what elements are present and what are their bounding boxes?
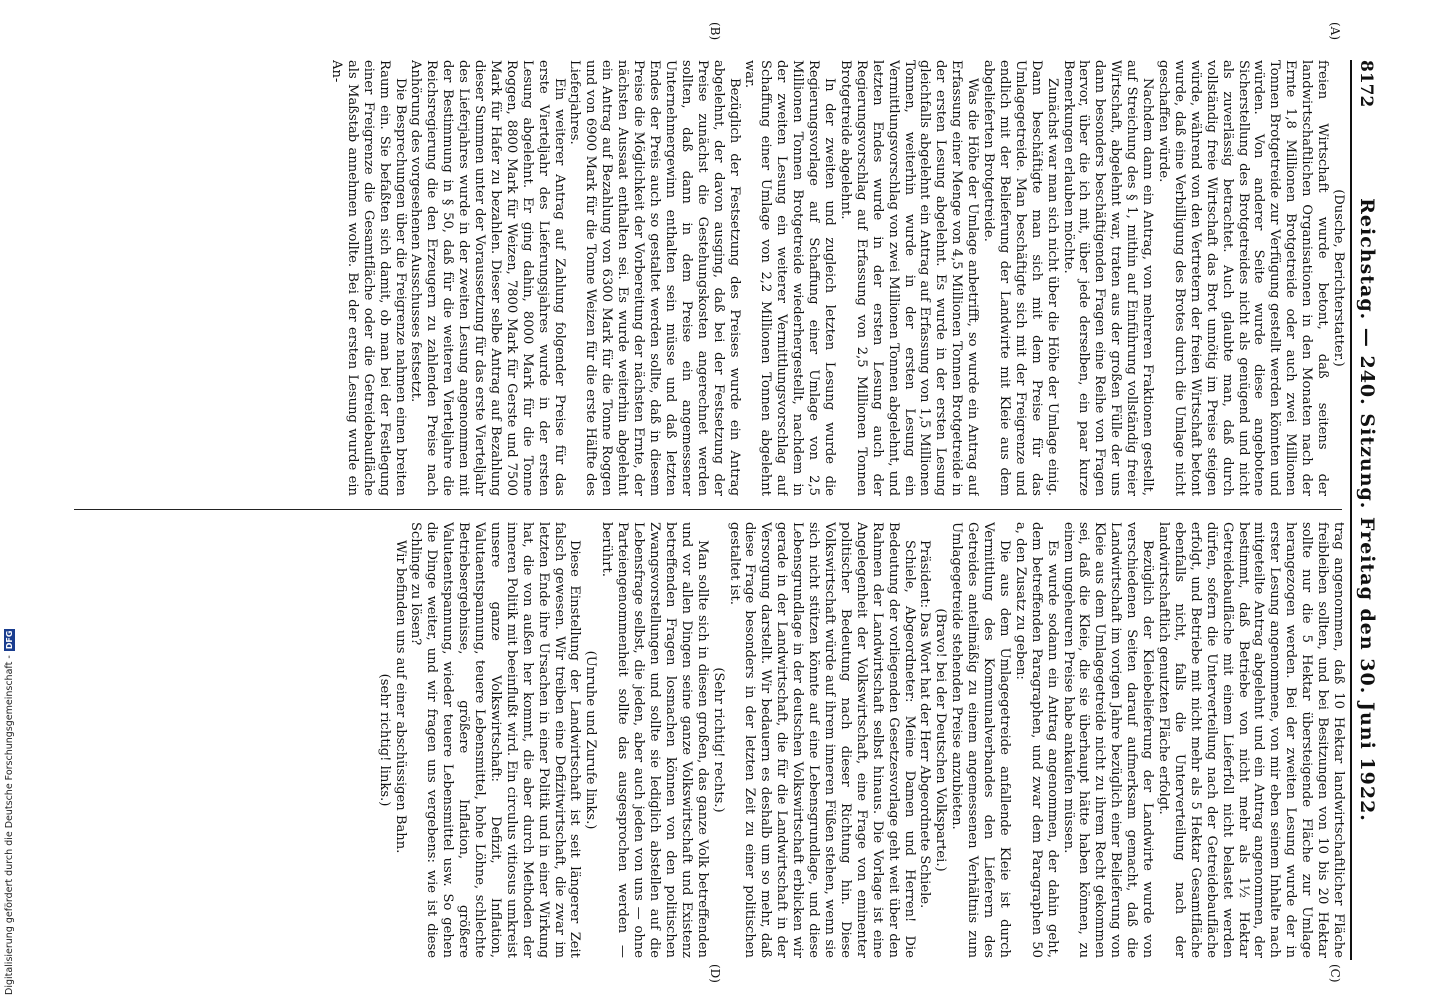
paragraph: Zunächst war man sich nicht über die Höhe der Umlage einig. Dann beschäftigte man sich mit dem Preise für das Umlagegetreide. Man beschäftigte sich mit der Freigrenze und endlich mit der Belieferung der Landwirte mit Kleie aus dem abgelieferten Brotgetreide. — [981, 60, 1060, 496]
margin-mark-c: (C) — [1328, 964, 1342, 983]
president-remark: Präsident: Das Wort hat der Herr Abgeordnete Schiele. — [917, 540, 933, 909]
speech-paragraph: Wir befinden uns auf einer abschüssigen Bahn. — [392, 540, 408, 854]
rotated-newspaper-page — [62, 22, 1382, 983]
paragraph: Die Besprechungen über die Freigrenze nahmen einen breiten Raum ein. Sie befaßten sich damit, ob man bei der Festlegung einer Freigrenze die Gesamtfläche oder die Getreidebaufläche als Maßstab annehmen wollte. Bei der ersten Lesung wurde ein An- — [328, 60, 408, 496]
margin-mark-d: (D) — [708, 964, 722, 983]
paragraph: Nachdem dann ein Antrag, von mehreren Fraktionen gestellt, auf Streichung des § 1, mithin auf Einführung vollständig freier Wirtschaft, abgelehnt war, traten aus der großen Fülle der uns dann besonders beschäftigenden Fragen eine Reihe von Fragen hervor, über die ich mit, über jede derselben, ein paar kurze Bemerkungen erlauben möchte. — [1060, 60, 1156, 496]
interjection: (Unruhe und Zurufe links.) — [583, 650, 599, 830]
page-number: 8172 — [1356, 60, 1376, 108]
left-text-column — [76, 60, 1346, 496]
quoted-text: Die aus dem Umlagegetreide anfallende Kleie ist durch Vermittlung des Kommunalverbandes den Lieferern des Getreides anteilmäßig zu einem angemessenen Verhältnis zum Umlagegetreide stehenden Preise anzubieten. — [949, 522, 1012, 958]
speech-paragraph: Schiele, Abgeordneter: Meine Damen und Herren! Die Bedeutung der vorliegenden Gesetzesvorlage geht weit über den Rahmen der Landwirtschaft selbst hinaus. Die Vorlage ist eine Angelegenheit der Volkswirtschaft, eine Frage von eminenter politischer Bedeutung nach dieser Richtung hin. Diese Volkswirtschaft würde auf ihrem inneren Füßen stehen, wenn sie sich nicht stützen könnte auf eine Lebensgrundlage, und diese Lebensgrundlage in der deutschen Volkswirtschaft erblicken wir gerade in der Landwirtschaft, die für die Landwirtschaft in der Versorgung darstellt. Wir bedauern es deshalb um so mehr, daß diese Frage besonders in der letzten Zeit zu einer politischen gestaltet ist. — [726, 522, 917, 958]
interjection: (Bravo! bei der Deutschen Volkspartei.) — [933, 608, 949, 872]
interjection: (sehr richtig! links.) — [376, 673, 392, 807]
paragraph: Ein weiterer Antrag auf Zahlung folgender Preise für das erste Vierteljahr des Lieferungsjahres wurde in der ersten Lesung abgelehnt. Er ging dahin, 8000 Mark für die Tonne Roggen, 8800 Mark für Weizen, 7800 Mark für Gerste und 7500 Mark für Hafer zu bezahlen. Dieser selbe Antrag auf Bezahlung dieser Summen unter der Voraussetzung für das erste Vierteljahr des Lieferjahres wurde in der zweiten Lesung angenommen mit der Bestimmung in § 50, daß für die weiteren Vierteljahre die Reichsregierung die den Erzeugern zu zahlenden Preise nach Anhörung des vorgesehenen Ausschusses festsetzt. — [408, 60, 567, 496]
paragraph: trag angenommen, daß 10 Hektar landwirtschaftlicher Fläche freibleiben sollten, und bei Besitzungen von 10 bis 20 Hektar sollte nur die 5 Hektar übersteigende Fläche zur Umlage herangezogen werden. Bei der zweiten Lesung wurde der in erster Lesung angenommene, von mir eben seinem Inhalte nach mitgeteilte Antrag abgelehnt und ein Antrag angenommen, der bestimmt, daß Betriebe von nicht mehr als 1½ Hektar Getreidebaufläche mit einem Lieferfoll nicht belastet werden dürfen, sofern die Unterverteilung nach der Getreidebaufläche erfolgt, und Betriebe mit nicht mehr als 5 Hektar Gesamtfläche ebenfalls nicht, falls die Unterverteilung nach der landwirtschaftlich genutzten Fläche erfolgt. — [1156, 522, 1346, 958]
paragraph: Bezüglich der Festsetzung des Preises wurde ein Antrag abgelehnt, der davon ausging, daß bei der Festsetzung der Preise zunächst die Gestehungskosten angerechnet werden sollten, daß dann in dem Preise ein angemessener Unternehmergewinn enthalten sein müsse und daß letzten Endes der Preis auch so gestaltet werden sollte, daß in diesem Preise die Möglichkeit der Vorbereitung der nächsten Ernte, der nächsten Aussaat enthalten sei. Es wurde weiterhin abgelehnt ein Antrag auf Bezahlung von 6300 Mark für die Tonne Roggen und von 6900 Mark für die Tonne Weizen für die erste Hälfte des Lieferjahres. — [567, 60, 742, 496]
right-text-column — [76, 522, 1346, 958]
paragraph: Es wurde sodann ein Antrag angenommen, der dahin geht, dem betreffenden Paragraphen, und zwar dem Paragraphen 50 a, den Zusatz zu geben: — [1012, 522, 1060, 958]
paragraph: Was die Höhe der Umlage anbetrifft, so wurde ein Antrag auf Erfassung einer Menge von 4,5 Millionen Tonnen Brotgetreide in der ersten Lesung abgelehnt. Es wurde in der ersten Lesung gleichfalls abgelehnt ein Antrag auf Erfassung von 1,5 Millionen Tonnen, weiterhin wurde in der ersten Lesung ein Vermittlungsvorschlag von zwei Millionen Tonnen abgelehnt, und letzten Endes wurde in der ersten Lesung auch der Regierungsvorschlag auf Erfassung von 2,5 Millionen Tonnen Brotgetreide abgelehnt. — [837, 60, 981, 496]
speaker-note: (Dusche, Berichterstatter.) — [1331, 189, 1346, 367]
credit-text: Digitalisierung gefördert durch die Deutsche Forschungsgemeinschaft - — [3, 655, 15, 995]
paragraph: In der zweiten und zugleich letzten Lesung wurde die Regierungsvorlage auf Schaffung einer Umlage von 2,5 Millionen Tonnen Brotgetreide wiederhergestellt, nachdem in der zweiten Lesung ein weiterer Vermittlungsvorschlag auf Schaffung einer Umlage von 2,2 Millionen Tonnen abgelehnt war. — [742, 60, 837, 496]
dfg-logo-icon: DFG — [4, 630, 14, 650]
paragraph: freien Wirtschaft wurde betont, daß seitens der landwirtschaftlichen Organisationen in den Monaten nach der Ernte 1,8 Millionen Brotgetreide oder auch zwei Millionen Tonnen Brotgetreide zur Verfügung gestellt werden könnten und würden. Von anderer Seite wurde diese angebotene Sicherstellung des Brotgetreides nicht als genügend und nicht als zuverlässig betrachtet. Auch glaubte man, daß durch vollständig freie Wirtschaft das Brot unnötig im Preise steigen würde, während von den Vertretern der freien Wirtschaft betont wurde, daß eine Verbilligung des Brotes durch die Umlage nicht geschaffen würde. — [1156, 60, 1331, 496]
paragraph: Bezüglich der Kleiebelieferung der Landwirte wurde von verschiedenen Seiten darauf aufmerksam gemacht, daß die Landwirtschaft im vorigen Jahre bezüglich einer Belieferung von Kleie aus dem Umlagegetreide nicht zu ihrem Recht gekommen sei, daß die Kleie, die sie überhaupt hätte haben können, zu einem ungeheuren Preise habe ankaufen müssen. — [1060, 522, 1156, 958]
page-header — [1350, 60, 1382, 960]
speech-paragraph: Man sollte sich in diesen großen, das ganze Volk betreffenden und vor allen Dingen seine ganze Volkswirtschaft und Existenz betreffenden Fragen losmachen können von den politischen Zwangsvorstellungen und sollte sie lediglich abstellen auf die Lebensfrage selbst, die jeden, aber auch jeden von uns — ohne Parteiengenommenheit sollte das ausgesprochen werden — berührt. — [599, 522, 710, 958]
margin-mark-a: (A) — [1328, 22, 1342, 41]
digitization-credit — [2, 0, 16, 995]
interjection: (Sehr richtig! rechts.) — [710, 667, 726, 813]
column-divider — [74, 509, 1342, 510]
page-title: Reichstag. — 240. Sitzung. Freitag den 30. Juni 1922. — [1356, 198, 1378, 822]
margin-mark-b: (B) — [708, 22, 722, 41]
speech-paragraph: Diese Einstellung der Landwirtschaft ist seit längerer Zeit falsch gewesen. Wir treiben eine Defizitwirtschaft, die zwar im letzten Ende ihre Ursachen in einer Politik und in einer Wirkung hat, die von außen her kommt, die aber durch Methoden der inneren Politik mit beeinflußt wird. Ein circulus vitiosus umkreist unsere ganze Volkswirtschaft: Defizit, Inflation, Valutaentspannung, teuere Lebensmittel, hohe Löhne, schlechte Betriebsergebnisse, größere Inflation, größere Valutaentspannung, wieder teuere Lebensmittel usw. So gehen die Dinge weiter, und wir fragen uns vergebens: wie ist diese Schlinge zu lösen? — [408, 522, 583, 958]
